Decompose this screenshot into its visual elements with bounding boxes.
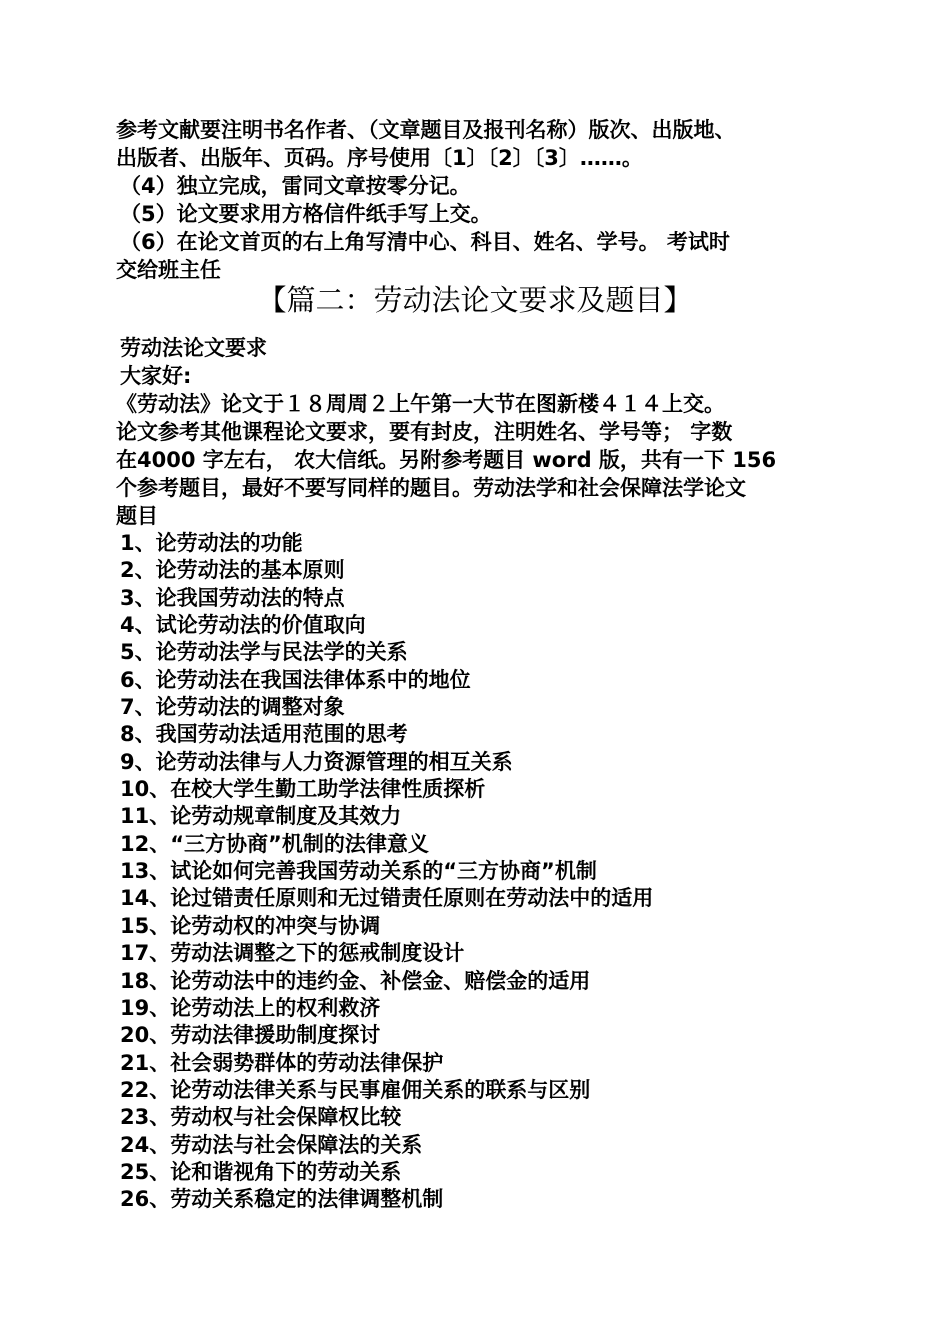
body-line: 论文参考其他课程论文要求，要有封皮，注明姓名、学号等； 字数 [116,420,733,444]
intro-line: 交给班主任 [116,258,221,282]
intro-line: （5）论文要求用方格信件纸手写上交。 [120,202,492,226]
list-item: 11、论劳动规章制度及其效力 [120,804,402,829]
body-notice [116,334,846,530]
list-item: 25、论和谐视角下的劳动关系 [120,1159,402,1184]
list-item: 19、论劳动法上的权利救济 [120,995,381,1020]
list-item: 9、论劳动法律与人力资源管理的相互关系 [120,749,513,774]
list-item: 13、试论如何完善我国劳动关系的“三方协商”机制 [120,859,597,884]
list-item: 10、在校大学生勤工助学法律性质探析 [120,777,486,802]
list-item: 1、论劳动法的功能 [120,531,303,555]
intro-line: （6）在论文首页的右上角写清中心、科目、姓名、学号。 考试时 [120,230,730,254]
intro-requirements [116,116,846,284]
list-item: 18、论劳动法中的违约金、补偿金、赔偿金的适用 [120,968,591,993]
list-item: 3、论我国劳动法的特点 [120,585,345,610]
topic-list [120,530,860,1214]
list-item: 17、劳动法调整之下的惩戒制度设计 [120,941,465,966]
list-item: 26、劳动关系稳定的法律调整机制 [120,1187,444,1212]
section-heading: 【篇二：劳动法论文要求及题目】 [257,283,693,317]
list-item: 24、劳动法与社会保障法的关系 [120,1132,423,1157]
list-item: 14、论过错责任原则和无过错责任原则在劳动法中的适用 [120,886,654,911]
list-item: 20、劳动法律援助制度探讨 [120,1023,381,1048]
body-line: 个参考题目，最好不要写同样的题目。劳动法学和社会保障法学论文 [116,476,746,500]
body-line: 大家好: [120,364,192,388]
intro-line: 出版者、出版年、页码。序号使用〔1〕〔2〕〔3〕……。 [116,146,643,170]
list-item: 4、试论劳动法的价值取向 [120,613,366,638]
list-item: 6、论劳动法在我国法律体系中的地位 [120,667,471,692]
body-line: 题目 [116,504,158,528]
intro-line: 参考文献要注明书名作者、（文章题目及报刊名称）版次、出版地、 [116,118,736,142]
body-line: 劳动法论文要求 [120,336,267,360]
body-line: 在4000 字左右， 农大信纸。另附参考题目 word 版，共有一下 156 [116,448,777,472]
body-line: 《劳动法》论文于１８周周２上午第一大节在图新楼４１４上交。 [116,392,725,416]
list-item: 8、我国劳动法适用范围的思考 [120,722,408,747]
list-item: 5、论劳动法学与民法学的关系 [120,640,408,665]
list-item: 2、论劳动法的基本原则 [120,558,345,583]
intro-line: （4）独立完成，雷同文章按零分记。 [120,174,471,198]
list-item: 15、论劳动权的冲突与协调 [120,913,381,938]
list-item: 21、社会弱势群体的劳动法律保护 [120,1050,444,1075]
list-item: 12、“三方协商”机制的法律意义 [120,831,429,856]
list-item: 7、论劳动法的调整对象 [120,695,345,720]
list-item: 22、论劳动法律关系与民事雇佣关系的联系与区别 [120,1077,591,1102]
list-item: 23、劳动权与社会保障权比较 [120,1105,402,1130]
